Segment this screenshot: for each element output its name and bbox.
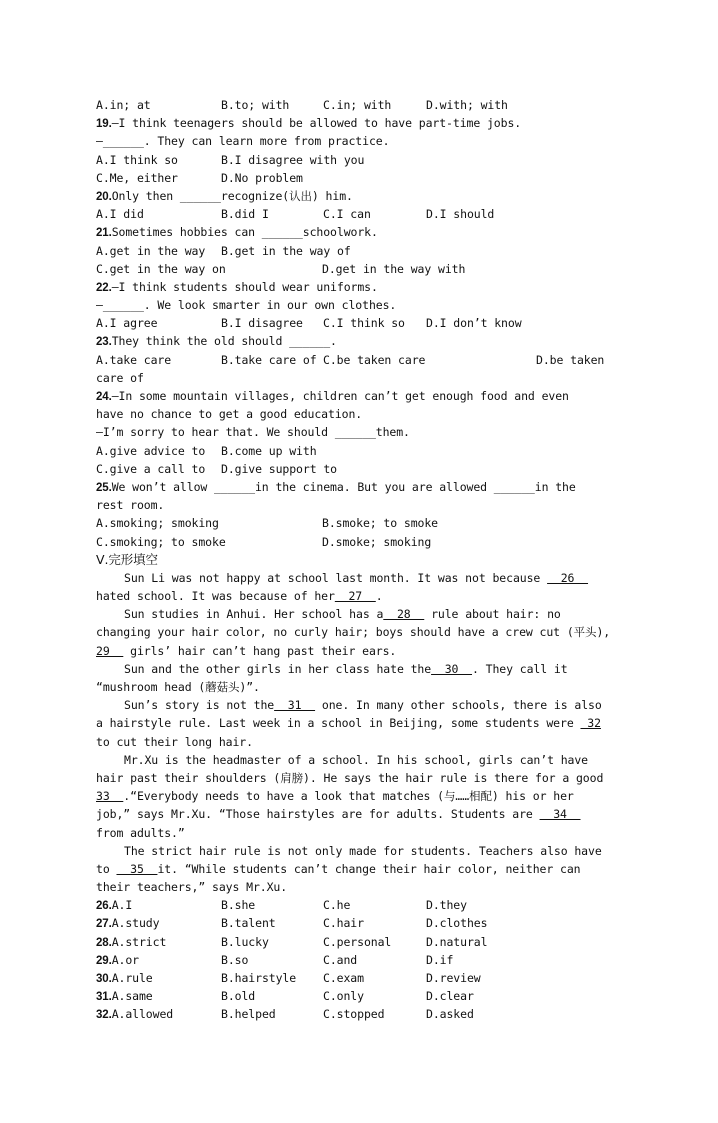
question-number: 27.: [96, 918, 112, 931]
cloze-27: [96, 914, 636, 932]
option-a: A.allowed: [111, 1007, 174, 1022]
q21-options-row2: [96, 260, 636, 278]
passage-line: Mr.Xu is the headmaster of a school. In his school, girls can’t have: [124, 752, 589, 767]
option-c: C.give a call to: [96, 461, 206, 476]
passage-line: hair past their shoulders (肩膀). He says the hair rule is there for a good: [96, 770, 604, 785]
passage-line: The strict hair rule is not only made for students. Teachers also have: [124, 843, 602, 858]
option-c: C.only: [323, 989, 364, 1004]
passage-text: Sun studies in Anhui. Her school has a: [124, 607, 384, 622]
option-c: C.he: [323, 898, 351, 913]
option-b: B.so: [221, 952, 249, 967]
passage-line: [96, 642, 636, 660]
option-d: D.natural: [426, 934, 488, 949]
cloze-31: [96, 987, 636, 1005]
question-text: Sometimes hobbies can ______schoolwork.: [111, 225, 378, 240]
section-heading: Ⅴ.完形填空: [96, 551, 158, 567]
option-a: A.I: [111, 898, 133, 913]
passage-line: from adults.”: [96, 825, 185, 840]
blank-35[interactable]: 35: [116, 861, 158, 876]
option-d: D.I should: [426, 207, 495, 222]
cloze-options-list: [96, 896, 636, 1023]
q23-options: [96, 351, 636, 369]
question-number: 26.: [96, 900, 112, 913]
option-d: D.clear: [426, 989, 474, 1004]
option-a: A.give advice to: [96, 443, 206, 458]
question-number: 28.: [96, 936, 112, 949]
option-b: B.smoke; to smoke: [322, 516, 439, 531]
question-24-cont: have no chance to get a good education.: [96, 407, 363, 422]
option-a: A.study: [111, 916, 160, 931]
option-a: A.take care: [96, 352, 172, 367]
passage-line: [96, 605, 636, 623]
question-22-reply: —______. We look smarter in our own clothes.: [96, 298, 397, 313]
cloze-28: [96, 933, 636, 951]
passage-text: it. “While students can’t change their hair color, neither can: [157, 861, 581, 876]
question-23: [96, 332, 636, 350]
passage-line: [96, 860, 636, 878]
question-number: 19.: [96, 118, 112, 131]
passage-line: [96, 696, 636, 714]
blank-26[interactable]: 26: [547, 570, 589, 585]
option-b: B.helped: [221, 1007, 276, 1022]
blank-33[interactable]: 33: [96, 789, 124, 804]
option-d: D.give support to: [221, 461, 338, 476]
option-a: A.I did: [96, 207, 144, 222]
option-b: B.did I: [221, 207, 269, 222]
option-b: B.come up with: [221, 443, 317, 458]
passage-line: “mushroom head (蘑菇头)”.: [96, 680, 260, 694]
option-b: B.take care of: [221, 352, 317, 367]
question-text: We won’t allow ______in the cinema. But you are allowed ______in the: [111, 479, 576, 494]
option-d: D.clothes: [426, 916, 488, 931]
passage-line: to cut their long hair.: [96, 734, 253, 749]
option-c: C.in; with: [323, 98, 392, 112]
option-b: B.I disagree with you: [221, 152, 365, 167]
passage-text: rule about hair: no: [424, 607, 561, 622]
question-number: 23.: [96, 336, 112, 349]
blank-30[interactable]: 30: [431, 661, 473, 676]
option-a: A.rule: [111, 971, 153, 985]
option-b: B.I disagree: [221, 316, 303, 331]
option-d: D.I don’t know: [426, 316, 522, 331]
passage-text: job,” says Mr.Xu. “Those hairstyles are for adults. Students are: [96, 807, 540, 822]
passage-text: .: [375, 589, 383, 604]
question-20: [96, 187, 636, 205]
option-c: C.exam: [323, 971, 364, 985]
passage-text: one. In many other schools, there is also: [315, 698, 602, 713]
q18-options: [96, 96, 636, 114]
option-a: A.I think so: [96, 152, 178, 167]
option-b: B.to; with: [221, 98, 290, 112]
passage-text: girls’ hair can’t hang past their ears.: [123, 643, 397, 658]
option-a: A.or: [111, 952, 139, 967]
passage-line: [96, 805, 636, 823]
option-b: B.she: [221, 898, 256, 913]
question-number: 20.: [96, 190, 112, 203]
passage-text: to: [96, 861, 117, 876]
question-number: 21.: [96, 227, 112, 240]
option-b: B.old: [221, 989, 256, 1004]
question-text: —In some mountain villages, children can’t get enough food and even: [111, 389, 569, 403]
passage-line: changing your hair color, no curly hair; boys should have a crew cut (平头),: [96, 625, 611, 640]
question-number: 31.: [96, 991, 112, 1004]
option-c: C.smoking; to smoke: [96, 534, 226, 549]
q25-options-row2: [96, 533, 636, 551]
q19-options-row2: [96, 169, 636, 187]
option-b: B.hairstyle: [221, 971, 297, 985]
question-number: 29.: [96, 954, 112, 967]
passage-text: . They call it: [472, 661, 568, 676]
option-d: D.if: [426, 952, 454, 967]
option-d: D.be taken: [536, 352, 605, 367]
option-c: C.I can: [323, 207, 371, 222]
question-19: [96, 114, 636, 132]
option-d: D.with; with: [426, 98, 508, 112]
question-number: 25.: [96, 481, 112, 494]
question-text: They think the old should ______.: [111, 334, 337, 349]
passage-text: hated school. It was because of her: [96, 589, 335, 604]
blank-28[interactable]: 28: [383, 607, 425, 622]
option-b: B.get in the way of: [221, 243, 351, 258]
option-c: C.Me, either: [96, 170, 178, 185]
cloze-30: [96, 969, 636, 987]
option-c: C.stopped: [323, 1007, 385, 1022]
option-a: A.strict: [111, 934, 167, 949]
q24-options-row1: [96, 442, 636, 460]
passage-line: [96, 587, 636, 605]
option-c: C.personal: [323, 934, 392, 949]
question-text: —I think teenagers should be allowed to have part-time jobs.: [111, 116, 522, 131]
question-24-reply: —I’m sorry to hear that. We should ______them.: [96, 425, 410, 440]
cloze-29: [96, 951, 636, 969]
option-c: C.be taken care: [323, 352, 426, 367]
q24-options-row2: [96, 460, 636, 478]
option-d: D.asked: [426, 1007, 474, 1022]
option-a: A.same: [111, 989, 153, 1004]
q20-options: [96, 205, 636, 223]
option-a: A.in; at: [96, 98, 151, 112]
option-a: A.I agree: [96, 316, 158, 331]
passage-line: [96, 787, 636, 805]
question-22: [96, 278, 636, 296]
option-a: A.smoking; smoking: [96, 516, 219, 531]
option-d: D.review: [426, 971, 481, 985]
option-c: C.I think so: [323, 316, 405, 331]
option-d: D.smoke; smoking: [322, 534, 432, 549]
cloze-32: [96, 1005, 636, 1023]
q19-options-row1: [96, 151, 636, 169]
passage-text: Sun and the other girls in her class hate the: [124, 661, 432, 676]
question-number: 30.: [96, 973, 112, 985]
blank-32[interactable]: 32: [580, 716, 601, 731]
option-d: D.they: [426, 898, 467, 913]
q21-options-row1: [96, 242, 636, 260]
option-a: A.get in the way: [96, 243, 206, 258]
blank-31[interactable]: 31: [274, 698, 316, 713]
passage-line: [96, 660, 636, 678]
option-c: C.hair: [323, 916, 364, 931]
blank-27[interactable]: 27: [334, 589, 376, 604]
question-number: 24.: [96, 391, 112, 403]
option-b: B.lucky: [221, 934, 269, 949]
passage-text: .“Everybody needs to have a look that matches (与……相配) his or her: [123, 789, 574, 804]
option-b: B.talent: [221, 916, 276, 931]
question-21: [96, 223, 636, 241]
passage-line: [96, 714, 636, 732]
blank-29[interactable]: 29: [96, 643, 124, 658]
q25-options-row1: [96, 514, 636, 532]
passage-text: a hairstyle rule. Last week in a school in Beijing, some students were: [96, 716, 581, 731]
option-d: D.No problem: [221, 170, 303, 185]
passage-line: their teachers,” says Mr.Xu.: [96, 880, 288, 895]
question-number: 32.: [96, 1009, 112, 1022]
question-text: —I think students should wear uniforms.: [111, 279, 378, 294]
question-number: 22.: [96, 281, 112, 294]
q22-options: [96, 314, 636, 332]
question-25-cont: rest room.: [96, 498, 165, 513]
option-d: D.get in the way with: [322, 261, 466, 276]
option-c: C.get in the way on: [96, 261, 226, 276]
cloze-26: [96, 896, 636, 914]
worksheet-page: [96, 96, 636, 1024]
question-text: Only then ______recognize(认出) him.: [111, 188, 353, 203]
q23-option-d-wrap: care of: [96, 370, 144, 385]
passage-line: [96, 569, 636, 587]
passage-text: Sun’s story is not the: [124, 698, 275, 713]
blank-34[interactable]: 34: [539, 807, 581, 822]
passage-text: Sun Li was not happy at school last month. It was not because: [124, 570, 548, 585]
question-25: [96, 478, 636, 496]
question-24: [96, 387, 636, 405]
option-c: C.and: [323, 952, 358, 967]
question-19-reply: —______. They can learn more from practice.: [96, 134, 390, 149]
